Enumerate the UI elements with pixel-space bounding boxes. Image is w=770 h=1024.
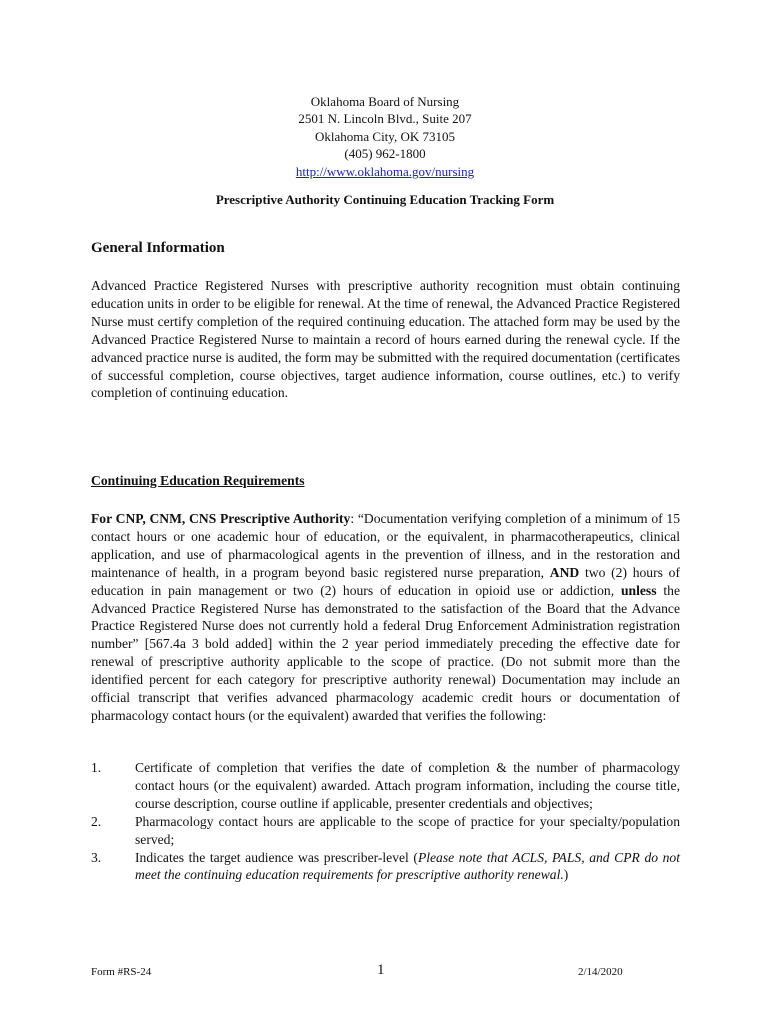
acls-pals-note: Please note that ACLS, PALS, and CPR do not meet the continuing education requirements for prescriptive authority renewal. [135, 849, 681, 883]
list-item [91, 813, 680, 849]
list-item-number: 3. [91, 849, 102, 865]
footer-date: 2/14/2020 [578, 966, 623, 978]
unless-bold-text: unless [621, 582, 657, 598]
lead-bold-text: For CNP, CNM, CNS Prescriptive Authority [91, 511, 351, 526]
ce-requirements-text: For CNP, CNM, CNS Prescriptive Authority: “Documentation verifying completion of a minimum of 15 contact hours or one academic hour of education, or the equivalent, in pharmacotherapeutics, clinical application, and use of pharmacological agents in the prevention of illness, and in the restoration and maintenance of health, in a program beyond basic registered nurse preparation, AND two (2) hours of education in pain management or two (2) hours of education in opioid use or addiction, unless the Advanced Practice Registered Nurse has demonstrated to the satisfaction of the Board that the Advance Practice Registered Nurse does not currently hold a federal Drug Enforcement Administration registration number” [567.4a 3 bold added] within the 2 year period immediately preceding the effective date for renewal of prescriptive authority applicable to the scope of practice. (Do not submit more than the identified percent for each category for prescriptive authority renewal) Documentation may include an official transcript that verifies advanced pharmacology academic credit hours or documentation of pharmacology contact hours (or the equivalent) awarded that verifies the following: [91, 511, 681, 723]
list-item-text: Indicates the target audience was prescriber-level (Please note that ACLS, PALS, and CPR do not meet the continuing education requirements for prescriptive authority renewal.) [135, 849, 681, 883]
ce-requirements-heading: Continuing Education Requirements [91, 473, 305, 488]
requirements-list [91, 759, 680, 884]
general-information-text: Advanced Practice Registered Nurses with prescriptive authority recognition must obtain continuing education units in order to be eligible for renewal. At the time of renewal, the Advanced Practice Registered Nurse must certify completion of the required continuing education. The attached form may be used by the Advanced Practice Registered Nurse to maintain a record of hours earned during the renewal cycle. If the advanced practice nurse is audited, the form may be submitted with the required documentation (certificates of successful completion, course objectives, target audience information, course outlines, etc.) to verify completion of continuing education. [91, 278, 680, 401]
list-item [91, 849, 680, 885]
footer-form-number: Form #RS-24 [91, 966, 152, 978]
list-item-text: Certificate of completion that verifies the date of completion & the number of pharmacology contact hours (or the equivalent) awarded. Attach program information, including the course title, course description, course outline if applicable, presenter credentials and objectives; [135, 760, 680, 811]
and-bold-text: AND [549, 564, 580, 580]
address-line-1: 2501 N. Lincoln Blvd., Suite 207 [298, 111, 472, 127]
list-item-number: 2. [91, 813, 102, 829]
footer-page-number: 1 [377, 962, 385, 978]
form-title: Prescriptive Authority Continuing Education Tracking Form [215, 192, 555, 207]
org-name: Oklahoma Board of Nursing [310, 94, 460, 109]
phone-number: (405) 962-1800 [344, 146, 426, 162]
address-line-2: Oklahoma City, OK 73105 [315, 128, 455, 144]
general-information-heading: General Information [91, 240, 225, 256]
letterhead [0, 93, 770, 180]
list-item-number: 1. [91, 760, 102, 775]
list-item-text: Pharmacology contact hours are applicable to the scope of practice for your specialty/population served; [135, 813, 680, 847]
list-item [91, 759, 680, 813]
website-link[interactable]: http://www.oklahoma.gov/nursing [295, 163, 475, 179]
